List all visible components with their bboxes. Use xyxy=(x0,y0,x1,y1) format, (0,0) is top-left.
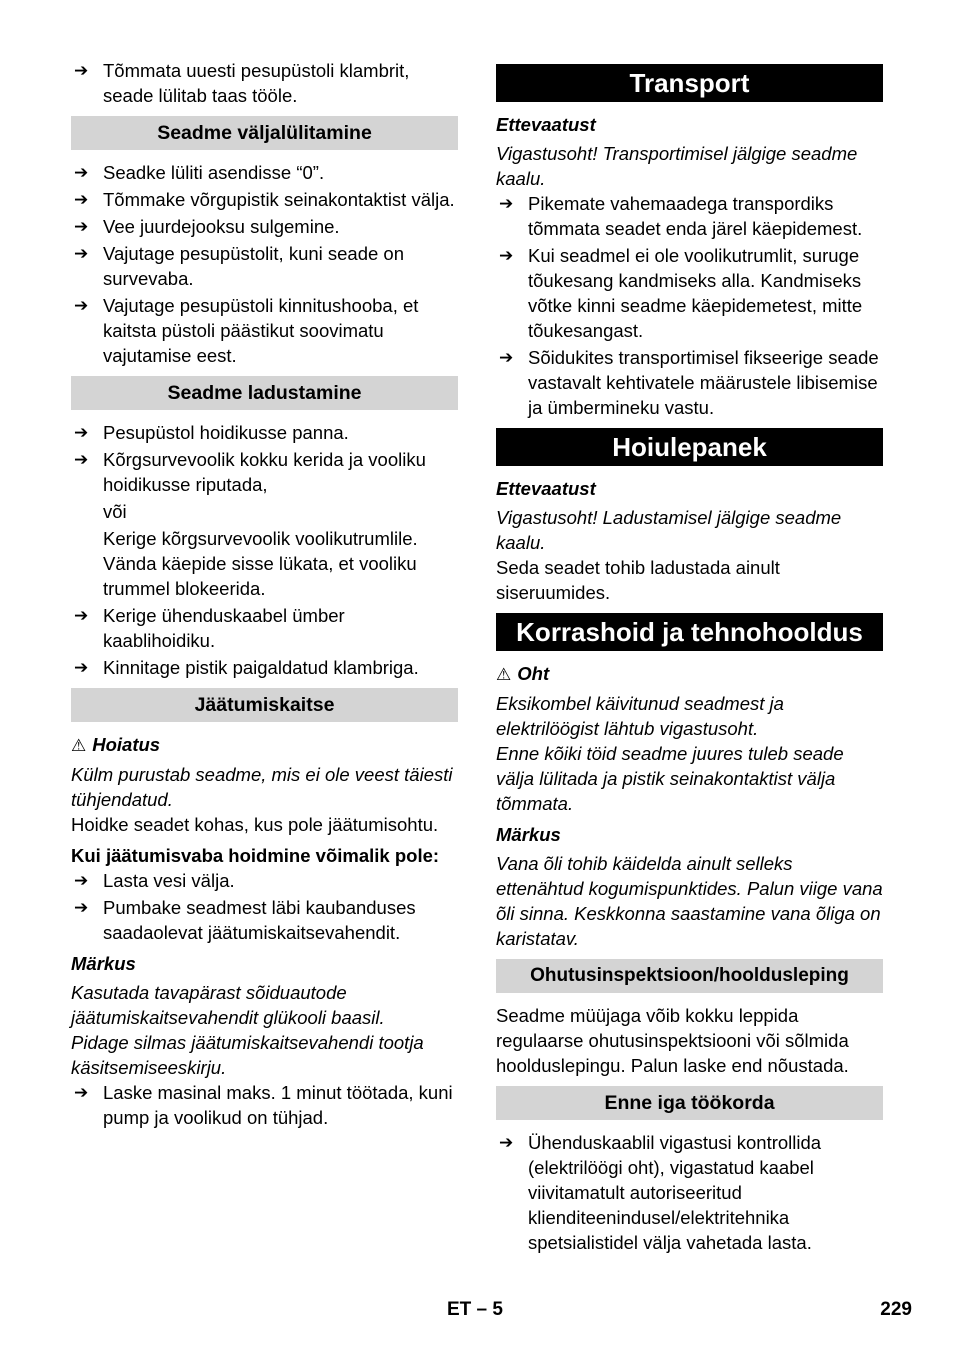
list-item: ➔ Laske masinal maks. 1 minut töötada, kuni pump ja voolikud on tühjad. xyxy=(74,1082,453,1128)
note-text: Vana õli tohib käidelda ainult selleks ettenähtud kogumispunktides. Palun viige vana õli sinna. Keskkonna saastamine vana õliga on karistatav. xyxy=(496,853,883,949)
warning-text: Külm purustab seadme, mis ei ole veest täiesti tühjendatud. xyxy=(71,764,453,810)
caution-label: Ettevaatust xyxy=(496,114,596,135)
arrow-right-icon: ➔ xyxy=(74,1083,89,1102)
list-item: ➔ Vajutage pesupüstolit, kuni seade on survevaba. xyxy=(74,243,405,289)
arrow-right-icon: ➔ xyxy=(74,61,89,80)
section-heading: Korrashoid ja tehnohooldus xyxy=(496,613,883,651)
subheading: Kui jäätumisvaba hoidmine võimalik pole: xyxy=(71,845,440,866)
note-label: Märkus xyxy=(496,824,561,845)
section-heading: Seadme väljalülitamine xyxy=(71,116,458,150)
section-heading: Hoiulepanek xyxy=(496,428,883,466)
list-item: ➔ Kerige ühenduskaabel ümber kaablihoidiku. xyxy=(74,605,345,651)
section-heading: Enne iga töökorda xyxy=(496,1086,883,1120)
left-column xyxy=(71,58,458,1132)
list-item: ➔ Ühenduskaablil vigastusi kontrollida (elektrilöögi oht), vigastatud kaabel viivitamatult autoriseeritud klienditeenindusel/elektritehnika spetsialistidel välja vahetada lasta. xyxy=(499,1132,822,1253)
caution-text: Vigastusoht! Ladustamisel jälgige seadme kaalu. xyxy=(496,507,842,553)
list-item: ➔ Tõmmake võrgupistik seinakontaktist välja. xyxy=(74,189,455,210)
list-item: ➔ Lasta vesi välja. xyxy=(74,870,235,891)
arrow-right-icon: ➔ xyxy=(74,658,89,677)
arrow-right-icon: ➔ xyxy=(499,246,514,265)
arrow-right-icon: ➔ xyxy=(499,348,514,367)
list-item: ➔ Vajutage pesupüstoli kinnitushooba, et kaitsta püstoli päästikut soovimatu vajutamise eest. xyxy=(74,295,419,366)
footer-section-label: ET – 5 xyxy=(447,1299,503,1320)
arrow-right-icon: ➔ xyxy=(74,450,89,469)
caution-text: Vigastusoht! Transportimisel jälgige seadme kaalu. xyxy=(496,143,858,189)
body-text: Hoidke seadet kohas, kus pole jäätumisohtu. xyxy=(71,814,439,835)
list-item: ➔ Tõmmata uuesti pesupüstoli klambrit, seade lülitab taas tööle. xyxy=(74,60,410,106)
list-item: ➔ Kõrgsurvevoolik kokku kerida ja vooliku hoidikusse riputada, xyxy=(74,449,426,495)
note-label: Märkus xyxy=(71,953,136,974)
list-item: ➔ Vee juurdejooksu sulgemine. xyxy=(74,216,340,237)
list-item: ➔ Pumbake seadmest läbi kaubanduses saadaolevat jäätumiskaitsevahendit. xyxy=(74,897,416,943)
note-text: Kasutada tavapärast sõiduautode jäätumiskaitsevahendit glükooli baasil. xyxy=(71,982,385,1028)
warning-triangle-icon: ⚠ xyxy=(71,736,87,755)
body-text: Seda seadet tohib ladustada ainult siseruumides. xyxy=(496,557,780,603)
arrow-right-icon: ➔ xyxy=(74,244,89,263)
arrow-right-icon: ➔ xyxy=(499,1133,514,1152)
warning-label: ⚠ Hoiatus xyxy=(71,734,161,755)
danger-text: Eksikombel käivitunud seadmest ja elektrilöögist lähtub vigastusoht. xyxy=(496,693,784,739)
list-item: ➔ Sõidukites transportimisel fikseerige seade vastavalt kehtivatele määrustele libisemise ja ümbermineku vastu. xyxy=(499,347,879,418)
section-heading: Seadme ladustamine xyxy=(71,376,458,410)
danger-text: Enne kõiki töid seadme juures tuleb seade välja lülitada ja pistik seinakontaktist välja tõmmata. xyxy=(496,743,844,814)
note-text: Pidage silmas jäätumiskaitsevahendi tootja käsitsemiseeskirju. xyxy=(71,1032,424,1078)
or-text: või xyxy=(103,501,127,522)
list-item: ➔ Kui seadmel ei ole voolikutrumlit, suruge tõukesang kandmiseks alla. Kandmiseks võtke kinni seadme käepidemetest, mitte tõukesangast. xyxy=(499,245,863,341)
arrow-right-icon: ➔ xyxy=(74,606,89,625)
list-item: ➔ Pikemate vahemaadega transpordiks tõmmata seadet enda järel käepidemest. xyxy=(499,193,863,239)
warning-triangle-icon: ⚠ xyxy=(496,665,512,684)
arrow-right-icon: ➔ xyxy=(499,194,514,213)
arrow-right-icon: ➔ xyxy=(74,423,89,442)
section-heading: Transport xyxy=(496,64,883,102)
section-heading: Jäätumiskaitse xyxy=(71,688,458,722)
caution-label: Ettevaatust xyxy=(496,478,596,499)
arrow-right-icon: ➔ xyxy=(74,898,89,917)
body-text: Seadme müüjaga võib kokku leppida regulaarse ohutusinspektsiooni või sõlmida hoolduslepingu. Palun laske end nõustada. xyxy=(496,1005,849,1076)
section-heading: Ohutusinspektsioon/hooldusleping xyxy=(496,959,883,993)
alt-text: Kerige kõrgsurvevoolik voolikutrumlile. Vända käepide sisse lükata, et vooliku trummel blokeerida. xyxy=(103,528,418,599)
arrow-right-icon: ➔ xyxy=(74,190,89,209)
danger-label: ⚠ Oht xyxy=(496,663,550,684)
arrow-right-icon: ➔ xyxy=(74,163,89,182)
right-column xyxy=(496,64,883,1257)
arrow-right-icon: ➔ xyxy=(74,217,89,236)
list-item: ➔ Pesupüstol hoidikusse panna. xyxy=(74,422,349,443)
list-item: ➔ Seadke lüliti asendisse “0”. xyxy=(74,162,325,183)
arrow-right-icon: ➔ xyxy=(74,871,89,890)
page-number: 229 xyxy=(880,1299,912,1320)
list-item: ➔ Kinnitage pistik paigaldatud klambriga. xyxy=(74,657,419,678)
arrow-right-icon: ➔ xyxy=(74,296,89,315)
